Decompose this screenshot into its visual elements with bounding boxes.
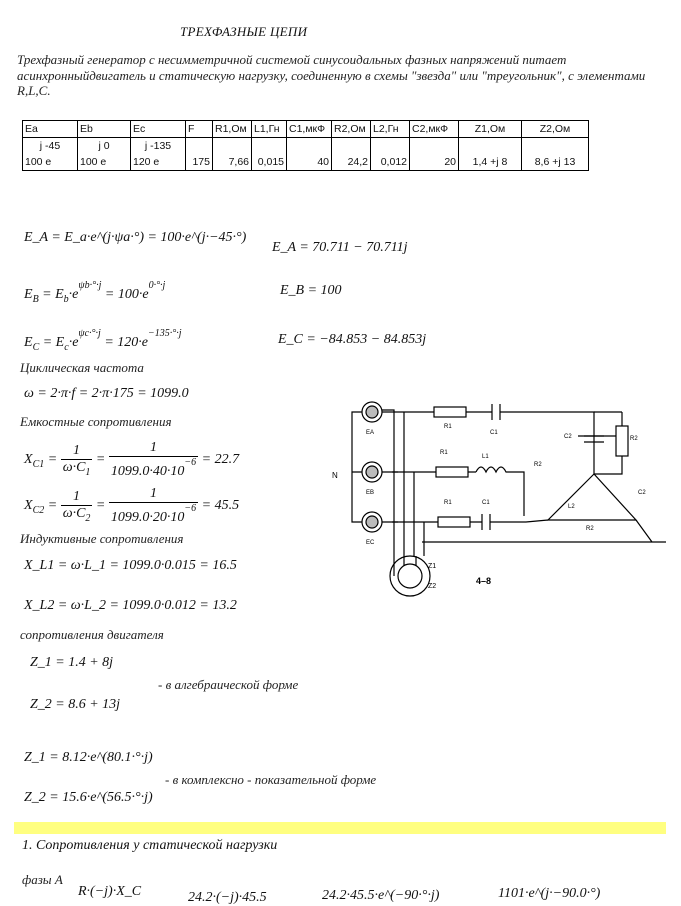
col-header: F bbox=[186, 121, 213, 138]
label-r2: R2 bbox=[630, 436, 638, 442]
col-header: C1,мкФ bbox=[287, 121, 332, 138]
formula-xc2: $X_{C2}$ = $\frac{1}{\omega\cdot C_2}$ = $\frac{1}{1099.0\cdot 20\cdot 10^{-6}}$ = 45.5 bbox=[24, 486, 240, 525]
col-header: Z2,Ом bbox=[522, 121, 589, 138]
formula-omega: ω = 2·π·f = 2·π·175 = 1099.0 bbox=[24, 386, 189, 401]
col-header: L1,Гн bbox=[252, 121, 287, 138]
label-exp-form: - в комплексно - показательной форме bbox=[165, 772, 377, 787]
col-header: L2,Гн bbox=[371, 121, 410, 138]
table-cell: 1,4 +j 8 bbox=[459, 154, 522, 171]
table-cell: 175 bbox=[186, 154, 213, 171]
label-ec: EC bbox=[366, 540, 375, 546]
formula-eb: $E_B = E_b\cdot e^{\psi b\cdot^\circ\cdot j} = 100\cdot e^{0\cdot^\circ\cdot j}$ bbox=[24, 280, 166, 305]
label-r1-b: R1 bbox=[440, 450, 448, 456]
formula-ea: E_A = E_a·e^(j·ψa·°) = 100·e^(j·−45·°) bbox=[24, 230, 247, 245]
col-header: C2,мкФ bbox=[410, 121, 459, 138]
circuit-diagram bbox=[326, 396, 666, 606]
bottom-formula-4: 1101·e^(j·−90.0·°) bbox=[498, 886, 601, 901]
result-ea: E_A = 70.711 − 70.711j bbox=[272, 240, 408, 255]
label-phase-a: фазы А bbox=[22, 872, 63, 887]
table-cell: 120 e bbox=[131, 154, 186, 171]
table-cell: j 0 bbox=[78, 138, 131, 155]
formula-xc1: $X_{C1}$ = $\frac{1}{\omega\cdot C_1}$ = $\frac{1}{1099.0\cdot 40\cdot 10^{-6}}$ = 22.7 bbox=[24, 440, 240, 479]
table-cell: 100 e bbox=[23, 154, 78, 171]
formula-xl2: X_L2 = ω·L_2 = 1099.0·0.012 = 13.2 bbox=[24, 598, 237, 613]
col-header: R2,Ом bbox=[332, 121, 371, 138]
table-cell: 7,66 bbox=[213, 154, 252, 171]
table-cell: 0,015 bbox=[252, 154, 287, 171]
label-c1: C1 bbox=[490, 430, 498, 436]
label-l2: L2 bbox=[568, 504, 575, 510]
bottom-formula-3: 24.2·45.5·e^(−90·°·j) bbox=[322, 888, 440, 903]
label-r2-b: R2 bbox=[534, 462, 542, 468]
col-header: Eb bbox=[78, 121, 131, 138]
figure-label: 4–8 bbox=[476, 576, 492, 586]
label-l1: L1 bbox=[482, 454, 489, 460]
formula-z2-alg: Z_2 = 8.6 + 13j bbox=[30, 697, 121, 712]
label-ea: EA bbox=[366, 430, 375, 436]
label-r2-c: R2 bbox=[586, 526, 594, 532]
bottom-formula-2: 24.2·(−j)·45.5 bbox=[188, 890, 267, 905]
table-cell: 40 bbox=[287, 154, 332, 171]
col-header: Ec bbox=[131, 121, 186, 138]
intro-text: Трехфазный генератор с несимметричной системой синусоидальных фазных напряжений питает асинхронныйдвигатель и статическую нагрузку, соединенную в схемы "звезда" или "треугольник", с элементами R,L,C. bbox=[17, 52, 646, 98]
section-heading: 1. Сопротивления у статической нагрузки bbox=[22, 838, 278, 853]
table-cell: 8,6 +j 13 bbox=[522, 154, 589, 171]
label-cyclic-frequency: Циклическая частота bbox=[20, 360, 144, 375]
formula-ec: $E_C = E_c\cdot e^{\psi c\cdot^\circ\cdot j} = 120\cdot e^{-135\cdot^\circ\cdot j}$ bbox=[24, 328, 182, 353]
table-cell: 20 bbox=[410, 154, 459, 171]
label-capacitive: Емкостные сопротивления bbox=[20, 414, 172, 429]
parameters-table bbox=[22, 120, 589, 171]
col-header: Z1,Ом bbox=[459, 121, 522, 138]
table-cell: 0,012 bbox=[371, 154, 410, 171]
result-ec: E_C = −84.853 − 84.853j bbox=[278, 332, 427, 347]
formula-z1-exp: Z_1 = 8.12·e^(80.1·°·j) bbox=[24, 750, 153, 765]
label-c2-b: C2 bbox=[638, 490, 646, 496]
col-header: Ea bbox=[23, 121, 78, 138]
col-header: R1,Ом bbox=[213, 121, 252, 138]
label-z2: Z2 bbox=[428, 583, 437, 590]
label-alg-form: - в алгебраической форме bbox=[158, 677, 299, 692]
label-z1: Z1 bbox=[428, 563, 437, 570]
result-eb: E_B = 100 bbox=[280, 283, 342, 298]
label-c1-b: C1 bbox=[482, 500, 490, 506]
formula-xl1: X_L1 = ω·L_1 = 1099.0·0.015 = 16.5 bbox=[24, 558, 237, 573]
page-title: ТРЕХФАЗНЫЕ ЦЕПИ bbox=[180, 24, 308, 39]
table-cell: j -45 bbox=[23, 138, 78, 155]
label-r1: R1 bbox=[444, 424, 452, 430]
table-cell: 100 e bbox=[78, 154, 131, 171]
formula-z1-alg: Z_1 = 1.4 + 8j bbox=[30, 655, 114, 670]
bottom-formula-1: R·(−j)·X_C bbox=[78, 884, 142, 899]
table-cell: 24,2 bbox=[332, 154, 371, 171]
label-r1-c: R1 bbox=[444, 500, 452, 506]
label-inductive: Индуктивные сопротивления bbox=[20, 531, 184, 546]
table-cell: j -135 bbox=[131, 138, 186, 155]
label-motor: сопротивления двигателя bbox=[20, 627, 164, 642]
highlight-bar bbox=[14, 822, 666, 834]
label-n: N bbox=[332, 471, 338, 480]
label-c2: C2 bbox=[564, 434, 572, 440]
label-eb: EB bbox=[366, 490, 375, 496]
formula-z2-exp: Z_2 = 15.6·e^(56.5·°·j) bbox=[24, 790, 153, 805]
